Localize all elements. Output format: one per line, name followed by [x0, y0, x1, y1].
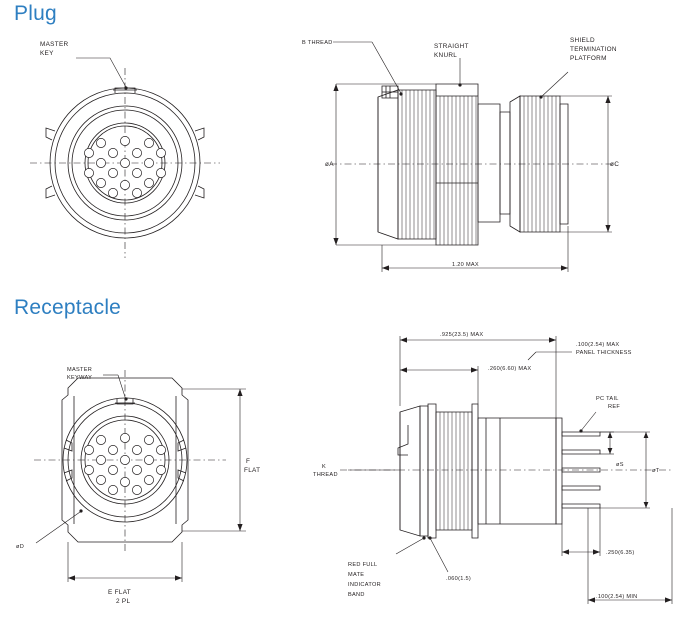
label-k-thread-line2: THREAD — [313, 472, 338, 478]
label-straight-knurl-line2: KNURL — [434, 52, 458, 59]
label-pc-tail-line2: REF — [608, 404, 621, 410]
dim-dia-d: øD — [16, 544, 25, 550]
dim-e-flat-line1: E FLAT — [108, 589, 131, 596]
label-k-thread-line1: K — [322, 464, 327, 470]
label-red-band-line2: MATE — [348, 572, 365, 578]
dim-panel-thickness-line1: .100(2.54) MAX — [576, 342, 620, 348]
dim-f-flat-line1: F — [246, 458, 251, 465]
label-red-band-line1: RED FULL — [348, 562, 378, 568]
receptacle-pin-pattern — [84, 433, 165, 494]
section-title-receptacle: Receptacle — [14, 296, 122, 319]
label-straight-knurl-line1: STRAIGHT — [434, 43, 469, 50]
label-shield-term-line3: PLATFORM — [570, 55, 607, 62]
label-master-keyway-line2: KEYWAY — [67, 375, 93, 381]
label-master-key-line1: MASTER — [40, 41, 69, 48]
label-red-band-line4: BAND — [348, 592, 365, 598]
dim-tail-length: .250(6.35) — [606, 550, 635, 556]
dim-dia-t: øT — [652, 468, 660, 474]
dim-e-flat-line2: 2 PL — [116, 598, 131, 605]
label-master-key-line2: KEY — [40, 50, 54, 57]
plug-side-view — [302, 37, 619, 272]
label-red-band-line3: INDICATOR — [348, 582, 381, 588]
label-master-keyway-line1: MASTER — [67, 367, 93, 373]
dim-recept-overall: .925(23.5) MAX — [440, 332, 484, 338]
label-shield-term-line2: TERMINATION — [570, 46, 617, 53]
section-title-plug: Plug — [14, 2, 57, 25]
label-pc-tail-line1: PC TAIL — [596, 396, 619, 402]
receptacle-front-view — [16, 367, 260, 605]
plug-pin-pattern — [84, 136, 165, 197]
label-shield-term-line1: SHIELD — [570, 37, 595, 44]
dim-band-width: .060(1.5) — [446, 576, 472, 582]
dim-dia-s: øS — [616, 462, 624, 468]
dim-tail-min: .100(2.54) MIN — [596, 594, 638, 600]
dim-plug-dia-a: øA — [325, 161, 334, 168]
dim-plug-overall-length: 1.20 MAX — [452, 262, 479, 268]
dim-panel-thickness-line2: PANEL THICKNESS — [576, 350, 632, 356]
dim-f-flat-line2: FLAT — [244, 467, 261, 474]
plug-front-view — [30, 41, 220, 258]
dim-plug-dia-c: øC — [610, 161, 620, 168]
receptacle-side-view — [313, 332, 672, 604]
dim-recept-front-length: .260(6.60) MAX — [488, 366, 532, 372]
label-b-thread: B THREAD — [302, 40, 333, 46]
